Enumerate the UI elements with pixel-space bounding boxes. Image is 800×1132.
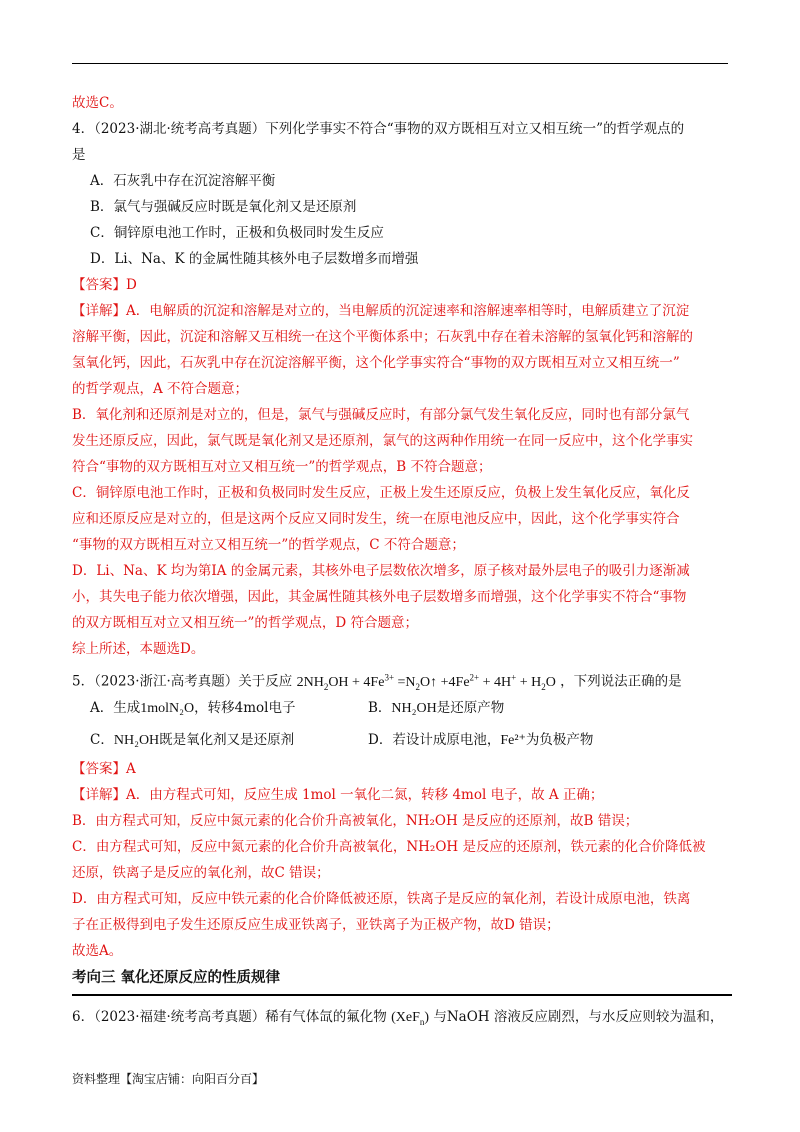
q4-explain-line: 氢氧化钙，因此，石灰乳中存在沉淀溶解平衡，这个化学事实符合“事物的双方既相互对立又相互统一” [72, 355, 680, 371]
footer-source: 资料整理【淘宝店铺：向阳百分百】 [72, 1072, 265, 1086]
q4-explain-line: C．铜锌原电池工作时，正极和负极同时发生反应，正极上发生还原反应，负极上发生氧化反应，氧化反 [72, 485, 690, 501]
q4-explain-line: 小，其失电子能力依次增强，因此，其金属性随其核外电子层数增多而增强，这个化学事实不符合“事物 [72, 589, 687, 605]
q5-option-d-prefix: D．若设计成原电池， [368, 732, 501, 748]
prev-conclusion: 故选C。 [72, 95, 123, 111]
q5-stem [72, 662, 732, 692]
q4-explain-line: 溶解平衡，因此，沉淀和溶解又互相统一在这个平衡体系中；石灰乳中存在着未溶解的氢氧化钙和溶解的 [72, 329, 693, 345]
q4-explain-line: 符合“事物的双方既相互对立又相互统一”的哲学观点，B 不符合题意； [72, 459, 492, 475]
q4-option-a: A．石灰乳中存在沉淀溶解平衡 [90, 173, 276, 189]
section-title: 考向三 氧化还原反应的性质规律 [72, 964, 732, 996]
q4-explain-line: D．Li、Na、K 均为第ⅠA 的金属元素，其核外电子层数依次增多，原子核对最外层电子的吸引力逐渐减 [72, 563, 690, 579]
q4-option-c: C．铜锌原电池工作时，正极和负极同时发生反应 [90, 225, 384, 241]
q5-explain-line: 【详解】A．由方程式可知，反应生成 1mol 一氧化二氮，转移 4mol 电子，故 A 正确； [72, 787, 604, 803]
q5-stem-suffix: ，下列说法正确的是 [560, 673, 682, 690]
q4-stem-line2: 是 [72, 147, 86, 163]
q5-option-a [72, 692, 368, 724]
question-5 [72, 662, 732, 964]
q5-option-c [72, 724, 368, 756]
q5-option-a-prefix: A．生成 [90, 700, 141, 716]
q4-option-d: D．Li、Na、K 的金属性随其核外电子层数增多而增强 [90, 251, 419, 267]
question-4 [72, 116, 732, 662]
q4-explain-line: 的双方既相互对立又相互统一”的哲学观点，D 符合题意； [72, 615, 419, 631]
q4-answer: 【答案】D [72, 277, 137, 293]
q4-explain-line: 应和还原反应是对立的，但是这两个反应又同时发生，统一在原电池反应中，因此，这个化学事实符合 [72, 511, 680, 527]
q4-explain-line: B．氧化剂和还原剂是对立的，但是，氯气与强碱反应时，有部分氯气发生氧化反应，同时也有部分氯气 [72, 407, 690, 423]
q5-stem-prefix: 5．（2023·浙江·高考真题）关于反应 [72, 673, 293, 690]
q5-options-row2 [72, 724, 732, 756]
q4-option-b: B．氯气与强碱反应时既是氧化剂又是还原剂 [90, 199, 357, 215]
q5-option-d [368, 724, 593, 756]
header-rule [72, 63, 728, 64]
question-6-stem [72, 1002, 732, 1032]
q5-explain-line: D．由方程式可知，反应中铁元素的化合价降低被还原，铁离子是反应的氧化剂，若设计成原电池，铁离 [72, 891, 691, 907]
q5-option-d-formula: Fe²⁺ [500, 733, 526, 748]
document-page [72, 90, 732, 1032]
q4-explain-line: 【详解】A．电解质的沉淀和溶解是对立的，当电解质的沉淀速率和溶解速率相等时，电解质建立了沉淀 [72, 303, 690, 319]
q5-option-d-suffix: 为负极产物 [525, 732, 594, 748]
q4-explain-line: 综上所述，本题选D。 [72, 641, 205, 657]
q6-stem-prefix: 6．（2023·福建·统考高考真题）稀有气体氙的氟化物 [72, 1009, 387, 1025]
q5-explain-line: 还原，铁离子是反应的氧化剂，故C 错误； [72, 865, 330, 881]
q5-explain-line: C．由方程式可知，反应中氮元素的化合价升高被氧化，NH₂OH 是反应的还原剂，铁元素的化合价降低被 [72, 839, 706, 855]
q6-stem-suffix: 与NaOH 溶液反应剧烈，与水反应则较为温和， [433, 1009, 724, 1025]
q5-option-c-suffix: 既是氧化剂又是还原剂 [159, 732, 295, 748]
q5-answer: 【答案】A [72, 761, 136, 777]
q4-explain-line: 的哲学观点，A 不符合题意； [72, 381, 249, 397]
q6-formula: (XeF$_n$) [391, 1010, 430, 1027]
q5-option-b-formula: NH₂OH [391, 701, 437, 716]
q4-explain-line: 发生还原反应，因此，氯气既是氧化剂又是还原剂，氯气的这两种作用统一在同一反应中，这个化学事实 [72, 433, 693, 449]
q5-explain-line: 故选A。 [72, 943, 123, 959]
q4-explain-line: “事物的双方既相互对立又相互统一”的哲学观点，C 不符合题意； [72, 537, 465, 553]
q5-option-a-suffix: ，转移4mol电子 [194, 700, 296, 716]
q5-option-c-formula: NH₂OH [113, 733, 160, 748]
q5-option-a-formula: 1molN₂O [140, 701, 195, 716]
q5-option-b-prefix: B． [368, 700, 392, 716]
q5-option-b-suffix: 是还原产物 [436, 700, 505, 716]
q5-equation: $2NH_2OH + 4Fe^{3+}$ $=N_2O↑ +4Fe^{2+} + 4H^+ + H_2O$ [296, 672, 556, 692]
q5-explain-line: 子在正极得到电子发生还原反应生成亚铁离子，亚铁离子为正极产物，故D 错误； [72, 917, 560, 933]
q5-option-b [368, 692, 504, 724]
q5-options-row1 [72, 692, 732, 724]
q5-option-c-prefix: C． [90, 732, 114, 748]
q4-stem-line1: 4．（2023·湖北·统考高考真题）下列化学事实不符合“事物的双方既相互对立又相互统一”的哲学观点的 [72, 121, 685, 137]
q5-explain-line: B．由方程式可知，反应中氮元素的化合价升高被氧化，NH₂OH 是反应的还原剂，故B 错误； [72, 813, 639, 829]
